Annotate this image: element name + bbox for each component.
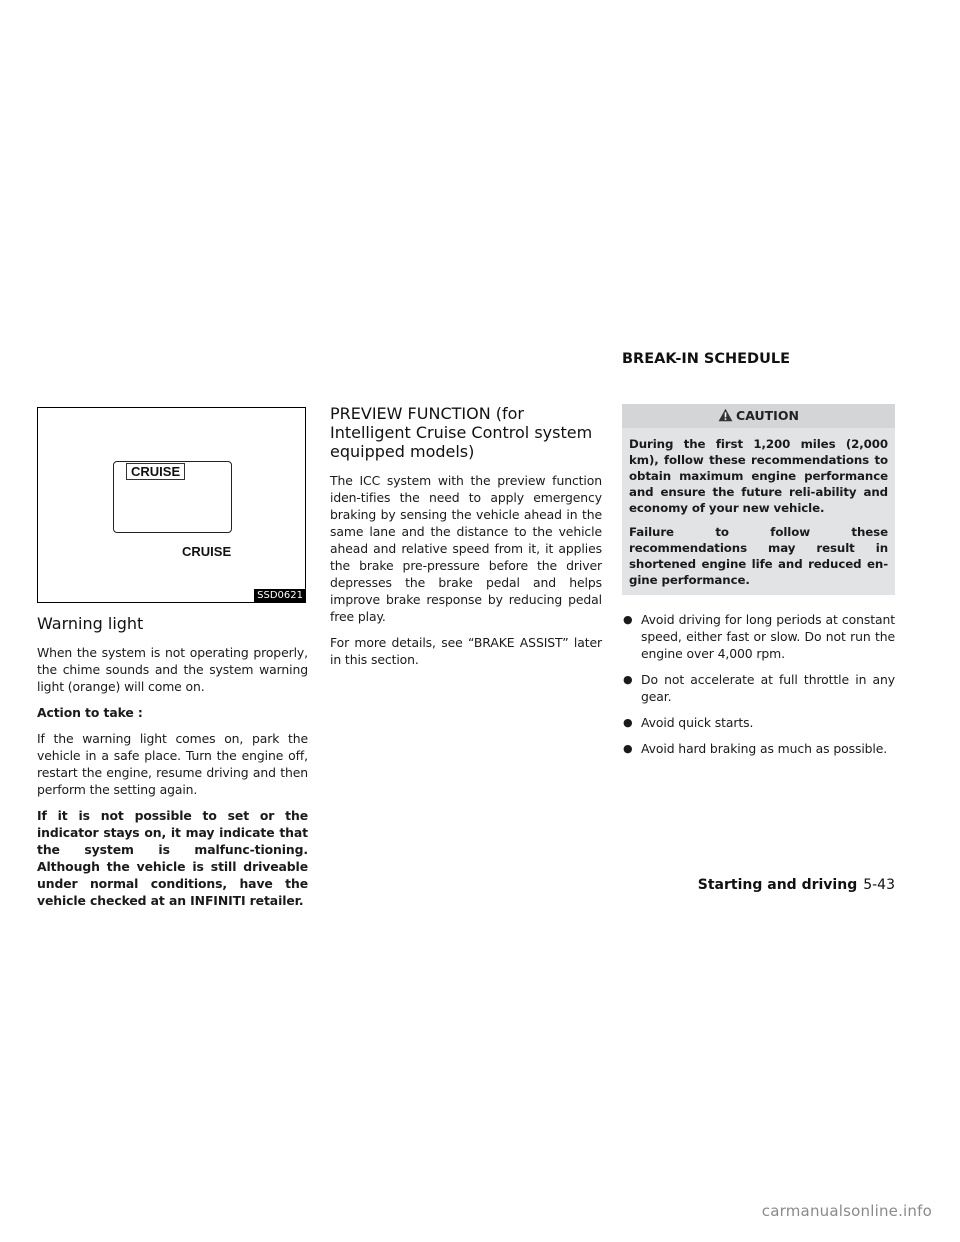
bullet-icon: ● <box>623 673 633 686</box>
malfunction-paragraph: If it is not possible to set or the indicator stays on, it may indicate that the system is malfunc-tioning. Although the vehicle is still driveable under normal conditions, have the vehicle checked at an INFINITI retailer. <box>37 808 308 908</box>
cruise-warning-figure <box>37 407 306 603</box>
figure-code: SSD0621 <box>254 589 306 603</box>
list-item <box>622 714 895 731</box>
brake-assist-reference: For more details, see “BRAKE ASSIST” later in this section. <box>330 635 602 667</box>
cruise-caption-label: CRUISE <box>182 544 232 559</box>
bullet-icon: ● <box>623 613 633 626</box>
caution-paragraph-1: During the first 1,200 miles (2,000 km), follow these recommendations to obtain maximum engine performance and ensure the future reli-ability and economy of your new vehicle. <box>629 437 888 515</box>
preview-function-heading: PREVIEW FUNCTION (for Intelligent Cruise Control system equipped models) <box>330 404 593 461</box>
caution-header <box>622 404 895 428</box>
action-to-take-label: Action to take : <box>37 705 143 720</box>
action-paragraph: If the warning light comes on, park the vehicle in a safe place. Turn the engine off, restart the engine, resume driving and then perform the setting again. <box>37 731 308 797</box>
list-item-text: Avoid hard braking as much as possible. <box>641 741 888 756</box>
warning-light-paragraph: When the system is not operating properly, the chime sounds and the system warning light (orange) will come on. <box>37 645 308 694</box>
caution-box <box>622 404 895 595</box>
warning-light-section <box>37 614 308 918</box>
warning-triangle-icon <box>718 408 733 422</box>
preview-function-section <box>330 404 602 677</box>
bullet-icon: ● <box>623 716 633 729</box>
list-item-text: Do not accelerate at full throttle in any gear. <box>641 672 895 704</box>
page-number: 5-43 <box>863 877 895 893</box>
section-heading: BREAK-IN SCHEDULE <box>622 351 790 367</box>
break-in-schedule-section <box>622 404 895 766</box>
list-item-text: Avoid driving for long periods at constant speed, either fast or slow. Do not run the engine over 4,000 rpm. <box>641 612 895 661</box>
caution-paragraph-2: Failure to follow these recommendations may result in shortened engine life and reduced en-gine performance. <box>629 525 888 587</box>
bullet-icon: ● <box>623 742 633 755</box>
cruise-indicator-tag: CRUISE <box>126 463 185 480</box>
page-footer <box>698 877 895 893</box>
chapter-title: Starting and driving <box>697 877 858 893</box>
list-item <box>622 611 895 662</box>
list-item <box>622 740 895 757</box>
site-watermark: carmanualsonline.info <box>761 1202 932 1220</box>
list-item-text: Avoid quick starts. <box>641 715 754 730</box>
warning-light-heading: Warning light <box>37 614 144 633</box>
list-item <box>622 671 895 705</box>
caution-title: CAUTION <box>736 408 799 423</box>
preview-function-paragraph: The ICC system with the preview function iden-tifies the need to apply emergency braking by sensing the vehicle ahead in the same lane and the distance to the vehicle ahead and relative speed from it, it applies the brake pre-pressure before the driver depresses the brake pedal and helps improve brake response by reducing pedal free play. <box>330 473 602 624</box>
